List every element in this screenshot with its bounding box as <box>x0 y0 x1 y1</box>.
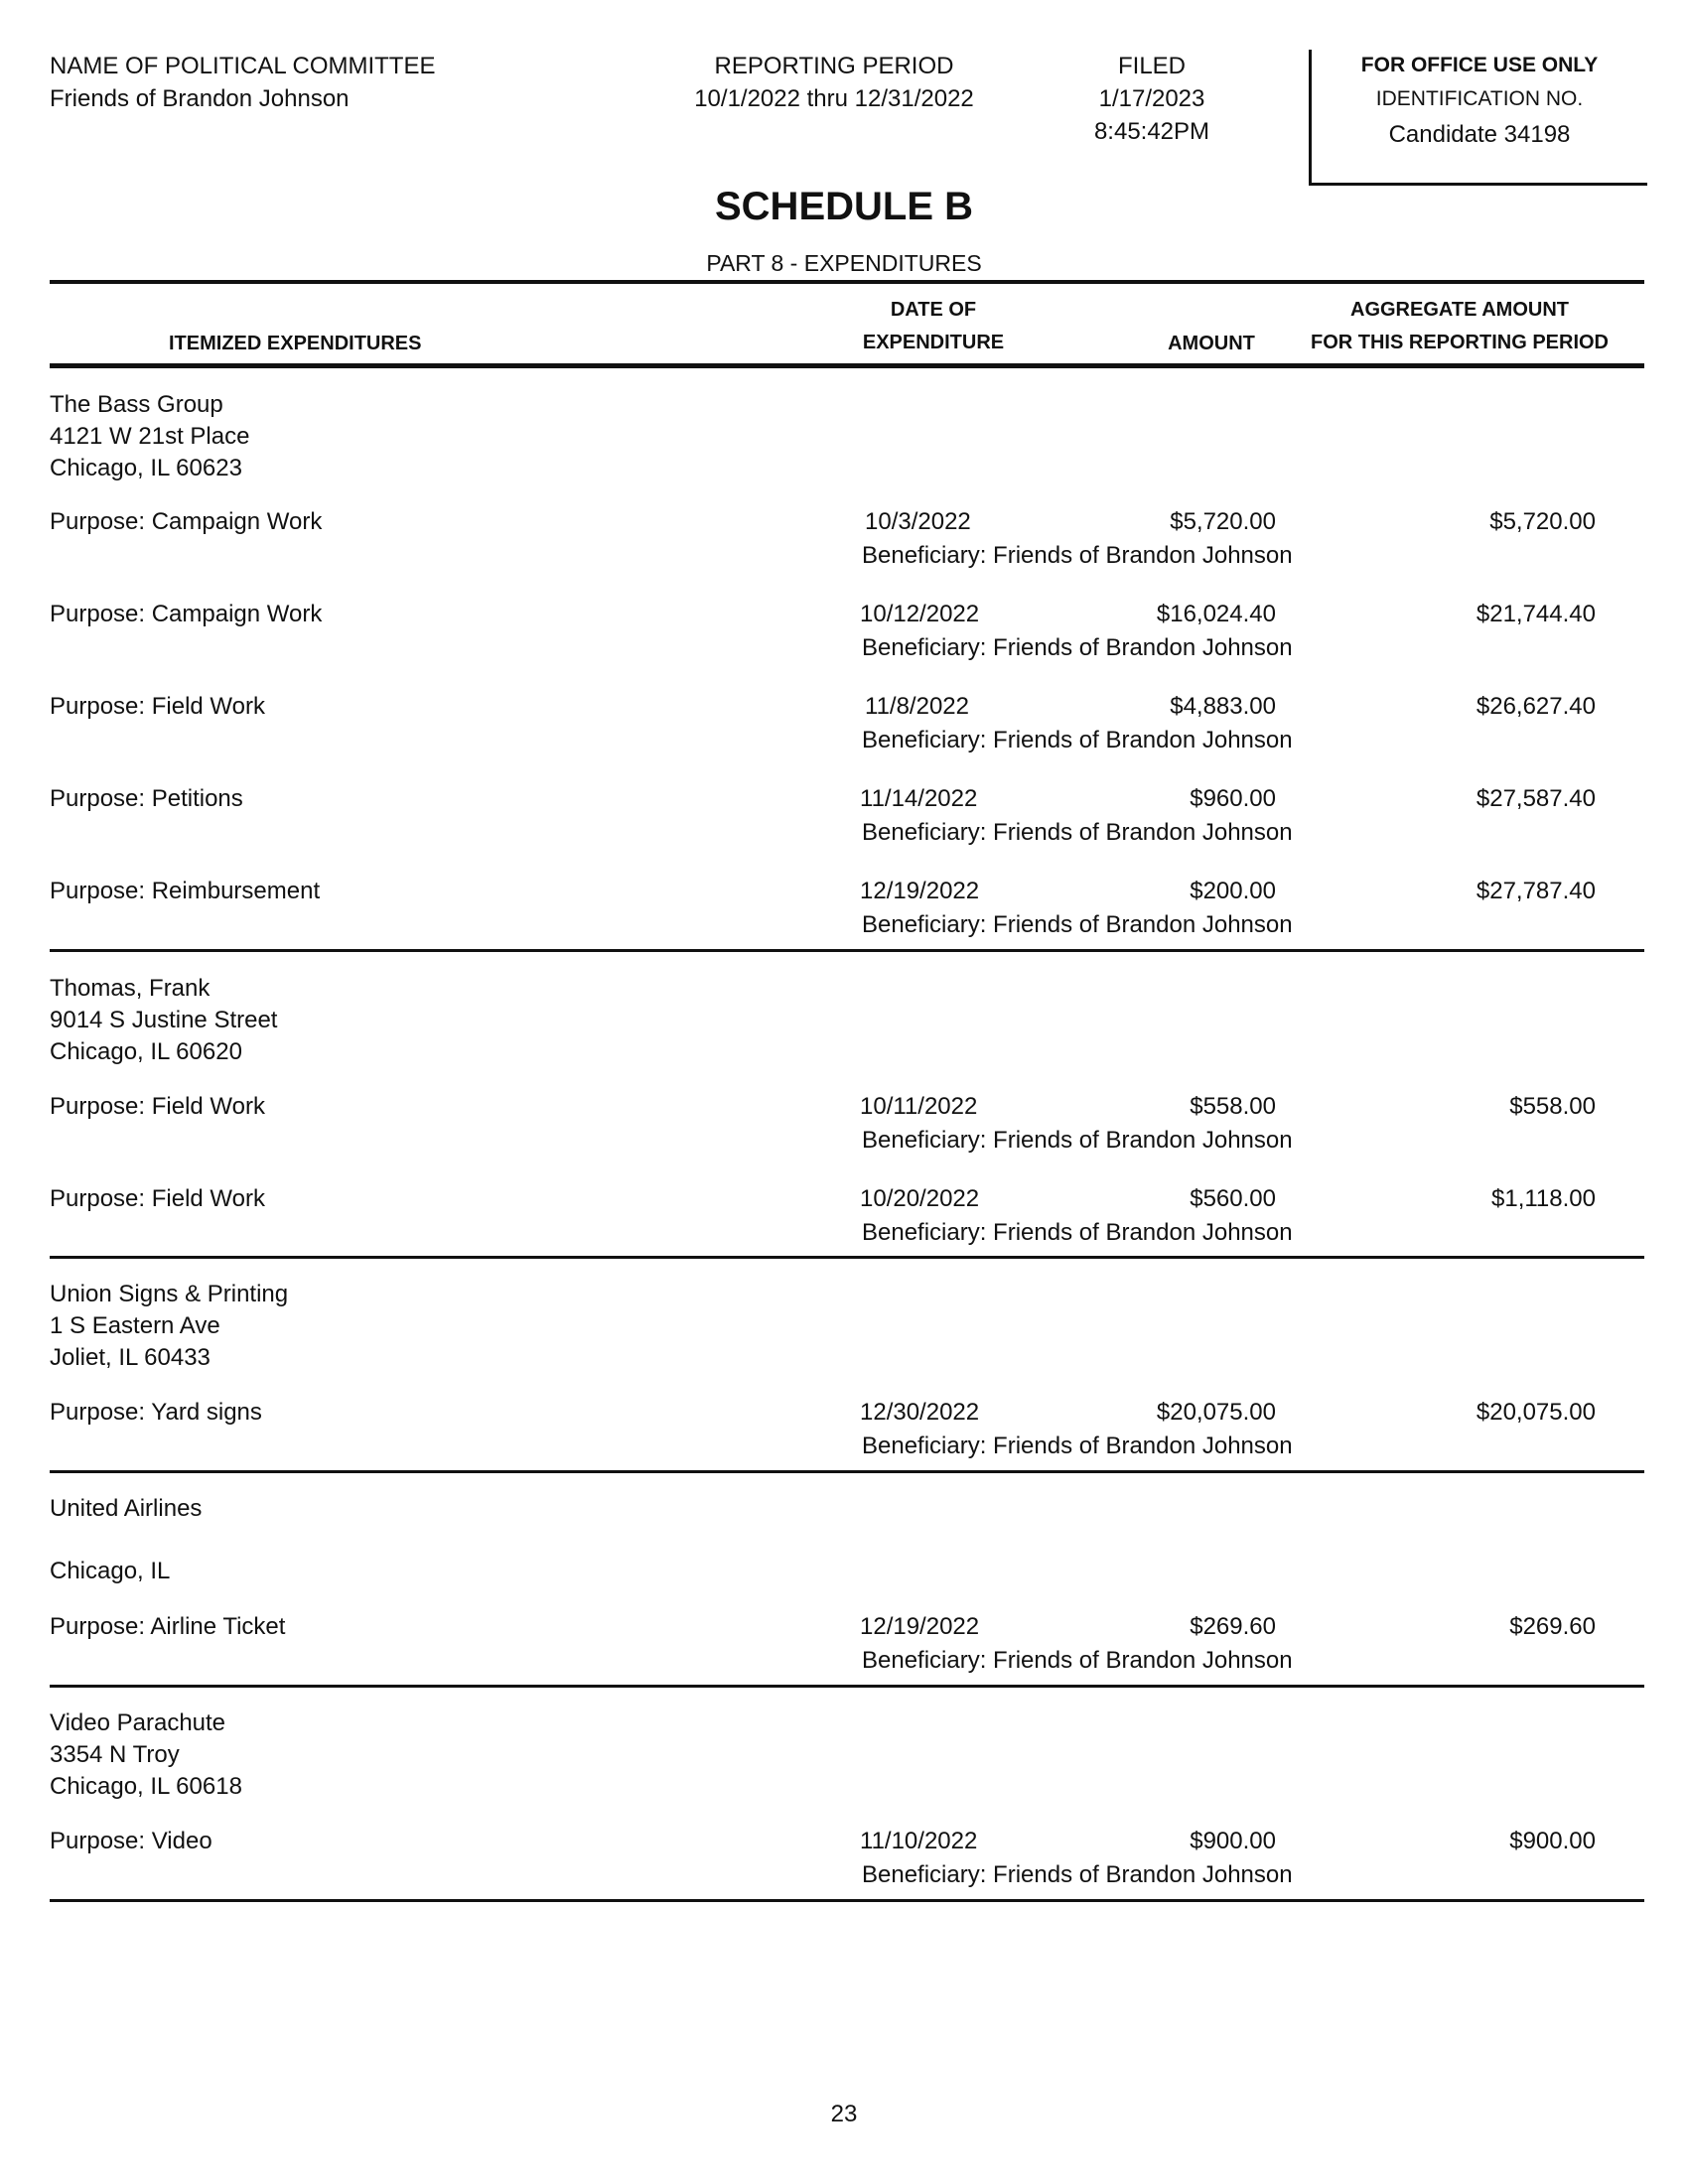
col-date-header <box>854 294 1013 359</box>
aggregate-amount: $27,787.40 <box>1476 878 1596 904</box>
expenditure-amount: $16,024.40 <box>1156 601 1276 627</box>
payee-block <box>50 1493 202 1525</box>
committee-block <box>50 50 435 115</box>
beneficiary: Beneficiary: Friends of Brandon Johnson <box>862 634 1293 661</box>
filed-block <box>1053 50 1251 148</box>
payee-city: Joliet, IL 60433 <box>50 1344 211 1371</box>
purpose: Purpose: Yard signs <box>50 1399 262 1426</box>
aggregate-amount: $21,744.40 <box>1476 601 1596 627</box>
beneficiary: Beneficiary: Friends of Brandon Johnson <box>862 1219 1293 1246</box>
beneficiary: Beneficiary: Friends of Brandon Johnson <box>862 542 1293 569</box>
reporting-period-block <box>655 50 1013 115</box>
aggregate-amount: $269.60 <box>1509 1613 1596 1640</box>
expenditure-date: 12/30/2022 <box>860 1399 980 1426</box>
beneficiary: Beneficiary: Friends of Brandon Johnson <box>862 1127 1293 1154</box>
committee-label: NAME OF POLITICAL COMMITTEE <box>50 53 436 79</box>
office-use-title: FOR OFFICE USE ONLY <box>1360 54 1599 76</box>
payee-city: Chicago, IL 60623 <box>50 455 242 481</box>
expenditure-date: 11/14/2022 <box>860 785 978 812</box>
beneficiary: Beneficiary: Friends of Brandon Johnson <box>862 1861 1293 1888</box>
beneficiary: Beneficiary: Friends of Brandon Johnson <box>862 1433 1293 1459</box>
expenditure-amount: $560.00 <box>1190 1185 1276 1212</box>
filed-date: 1/17/2023 <box>1098 85 1205 112</box>
payee-city: Chicago, IL <box>50 1558 171 1584</box>
beneficiary: Beneficiary: Friends of Brandon Johnson <box>862 911 1293 938</box>
payee-block <box>50 1279 288 1374</box>
office-use-box <box>1309 50 1647 186</box>
col-aggregate-header <box>1301 294 1618 359</box>
payee-block <box>50 389 249 484</box>
group-divider <box>50 1256 1644 1259</box>
aggregate-amount: $20,075.00 <box>1476 1399 1596 1426</box>
expenditure-date: 10/12/2022 <box>860 601 980 627</box>
col-aggregate-header-line1: AGGREGATE AMOUNT <box>1350 299 1569 321</box>
payee-block <box>50 973 277 1068</box>
page-number: 23 <box>830 2101 858 2127</box>
expenditure-amount: $5,720.00 <box>1170 508 1276 535</box>
aggregate-amount: $900.00 <box>1509 1828 1596 1854</box>
beneficiary: Beneficiary: Friends of Brandon Johnson <box>862 819 1293 846</box>
expenditure-date: 11/8/2022 <box>865 693 969 720</box>
group-divider <box>50 1685 1644 1688</box>
payee-block <box>50 1707 242 1803</box>
expenditure-amount: $900.00 <box>1190 1828 1276 1854</box>
expenditure-date: 10/11/2022 <box>860 1093 978 1120</box>
expenditure-amount: $20,075.00 <box>1156 1399 1276 1426</box>
purpose: Purpose: Video <box>50 1828 212 1854</box>
bottom-rule <box>50 1899 1644 1902</box>
payee-name: Video Parachute <box>50 1709 226 1736</box>
col-aggregate-header-line2: FOR THIS REPORTING PERIOD <box>1310 332 1610 353</box>
schedule-title: SCHEDULE B <box>714 185 974 228</box>
expenditure-amount: $960.00 <box>1190 785 1276 812</box>
expenditure-date: 12/19/2022 <box>860 878 980 904</box>
schedule-subtitle: PART 8 - EXPENDITURES <box>706 250 982 276</box>
aggregate-amount: $1,118.00 <box>1491 1185 1596 1212</box>
reporting-period-label: REPORTING PERIOD <box>714 53 954 79</box>
aggregate-amount: $5,720.00 <box>1489 508 1596 535</box>
expenditure-date: 11/10/2022 <box>860 1828 978 1854</box>
expenditure-amount: $200.00 <box>1190 878 1276 904</box>
filed-label: FILED <box>1117 53 1186 79</box>
purpose: Purpose: Reimbursement <box>50 878 321 904</box>
identification-value: Candidate 34198 <box>1388 121 1571 148</box>
purpose: Purpose: Campaign Work <box>50 601 323 627</box>
col-amount-header: AMOUNT <box>1168 333 1255 354</box>
committee-name: Friends of Brandon Johnson <box>50 85 350 112</box>
expenditure-amount: $269.60 <box>1190 1613 1276 1640</box>
identification-label: IDENTIFICATION NO. <box>1375 87 1584 110</box>
purpose: Purpose: Field Work <box>50 693 265 720</box>
top-rule <box>50 280 1644 284</box>
payee-city: Chicago, IL 60618 <box>50 1773 242 1800</box>
aggregate-amount: $26,627.40 <box>1476 693 1596 720</box>
purpose: Purpose: Campaign Work <box>50 508 323 535</box>
expenditure-amount: $4,883.00 <box>1170 693 1276 720</box>
payee-name: United Airlines <box>50 1495 203 1522</box>
payee-name: Thomas, Frank <box>50 975 211 1002</box>
purpose: Purpose: Field Work <box>50 1185 265 1212</box>
header-rule <box>50 363 1644 368</box>
payee-name: Union Signs & Printing <box>50 1281 289 1307</box>
expenditure-amount: $558.00 <box>1190 1093 1276 1120</box>
col-date-header-line1: DATE OF <box>890 299 977 321</box>
payee-city: Chicago, IL 60620 <box>50 1038 242 1065</box>
payee-address: 4121 W 21st Place <box>50 423 250 450</box>
purpose: Purpose: Field Work <box>50 1093 265 1120</box>
col-itemized-header: ITEMIZED EXPENDITURES <box>169 333 422 354</box>
group-divider <box>50 1470 1644 1473</box>
beneficiary: Beneficiary: Friends of Brandon Johnson <box>862 727 1293 753</box>
aggregate-amount: $27,587.40 <box>1476 785 1596 812</box>
payee-address: 1 S Eastern Ave <box>50 1312 220 1339</box>
payee-address: 3354 N Troy <box>50 1741 180 1768</box>
expenditure-date: 10/3/2022 <box>865 508 971 535</box>
aggregate-amount: $558.00 <box>1509 1093 1596 1120</box>
purpose: Purpose: Airline Ticket <box>50 1613 286 1640</box>
payee-name: The Bass Group <box>50 391 223 418</box>
expenditure-date: 12/19/2022 <box>860 1613 980 1640</box>
beneficiary: Beneficiary: Friends of Brandon Johnson <box>862 1647 1293 1674</box>
expenditure-date: 10/20/2022 <box>860 1185 980 1212</box>
reporting-period-value: 10/1/2022 thru 12/31/2022 <box>694 85 974 112</box>
purpose: Purpose: Petitions <box>50 785 243 812</box>
col-date-header-line2: EXPENDITURE <box>862 332 1005 353</box>
group-divider <box>50 949 1644 952</box>
payee-address: 9014 S Justine Street <box>50 1007 278 1033</box>
filed-time: 8:45:42PM <box>1093 118 1210 145</box>
